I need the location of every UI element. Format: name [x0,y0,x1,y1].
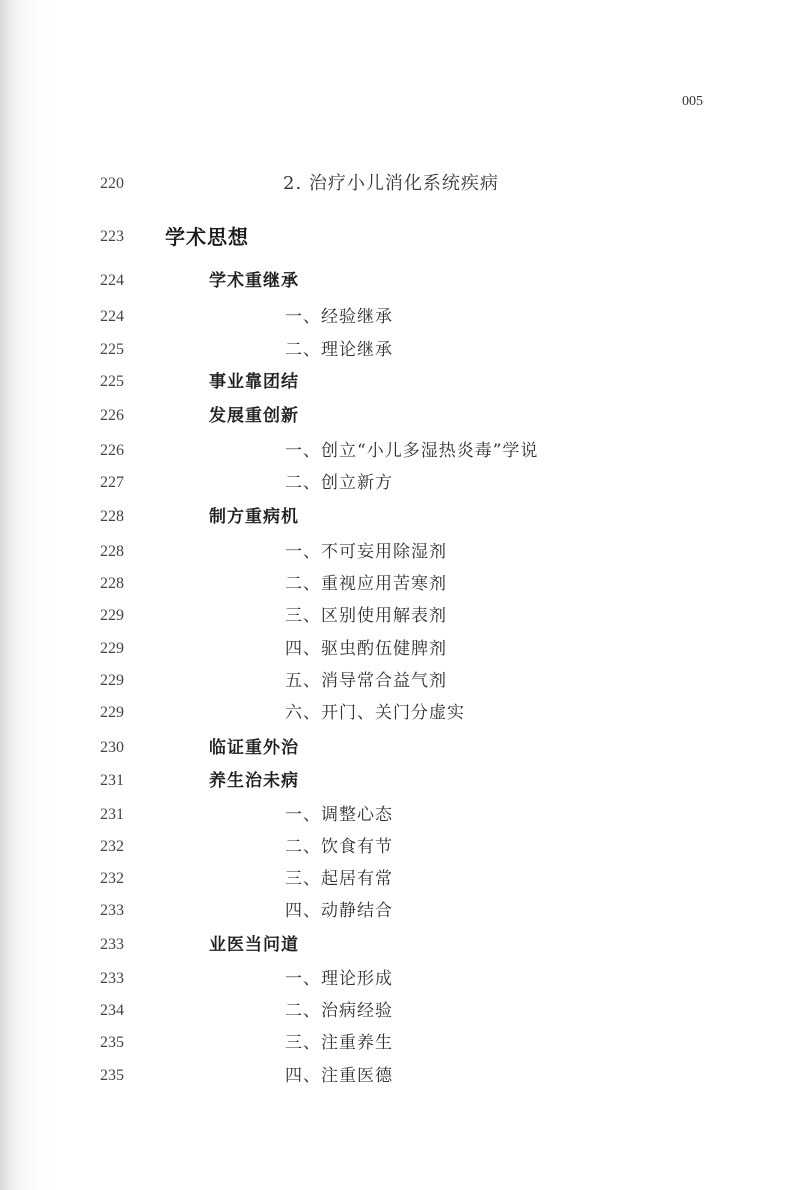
toc-entry-title: 五、消导常合益气剂 [285,671,447,691]
toc-page-number: 228 [100,508,124,525]
toc-page-number: 224 [100,308,124,325]
toc-entry-title: 2. 治疗小儿消化系统疾病 [283,173,499,194]
toc-entry-title: 二、创立新方 [285,473,393,493]
toc-entry [0,569,790,599]
toc-page-number: 234 [100,1002,124,1019]
toc-entry [0,832,790,862]
toc-chapter-title: 临证重外治 [209,738,299,758]
toc-chapter [0,266,790,296]
toc-page-number: 233 [100,936,124,953]
toc-page-number: 233 [100,970,124,987]
toc-entry [0,964,790,994]
toc-page-number: 233 [100,902,124,919]
toc-page-number: 228 [100,575,124,592]
toc-entry [0,1028,790,1058]
toc-entry [0,896,790,926]
toc-chapter-title: 养生治未病 [209,771,299,791]
toc-entry-title: 三、起居有常 [285,869,393,889]
toc-entry-title: 一、不可妄用除湿剂 [285,542,447,562]
toc-page-number: 228 [100,543,124,560]
toc-entry-title: 二、理论继承 [285,340,393,360]
toc-chapter-title: 发展重创新 [209,406,299,426]
toc-chapter-title: 业医当问道 [209,935,299,955]
toc-page-number: 225 [100,373,124,390]
toc-page-number: 232 [100,870,124,887]
toc-entry [0,996,790,1026]
toc-page-number: 223 [100,228,124,245]
toc-entry [0,666,790,696]
toc-page-number: 235 [100,1067,124,1084]
toc-entry [0,601,790,631]
toc-chapter-title: 事业靠团结 [209,372,299,392]
toc-page-number: 229 [100,672,124,689]
toc-chapter [0,502,790,532]
toc-entry [0,800,790,830]
toc-entry [0,169,790,199]
toc-page-number: 226 [100,407,124,424]
toc-entry [0,335,790,365]
toc-entry-title: 三、注重养生 [285,1033,393,1053]
toc-entry [0,302,790,332]
toc-entry-title: 一、经验继承 [285,307,393,327]
toc-entry-title: 四、驱虫酌伍健脾剂 [285,639,447,659]
toc-chapter-title: 制方重病机 [209,507,299,527]
toc-entry [0,634,790,664]
toc-page-number: 226 [100,442,124,459]
toc-entry-title: 三、区别使用解表剂 [285,606,447,626]
toc-entry-title: 六、开门、关门分虚实 [285,703,465,723]
toc-page-number: 229 [100,704,124,721]
toc-page-number: 230 [100,739,124,756]
toc-entry [0,537,790,567]
toc-page-number: 225 [100,341,124,358]
toc-chapter [0,733,790,763]
toc-entry-title: 四、注重医德 [285,1066,393,1086]
toc-page-number: 232 [100,838,124,855]
toc-entry-title: 二、饮食有节 [285,837,393,857]
toc-page-number: 231 [100,806,124,823]
toc-entry-title: 一、调整心态 [285,805,393,825]
toc-entry [0,864,790,894]
toc-page-number: 224 [100,272,124,289]
toc-chapter [0,367,790,397]
toc-entry-title: 四、动静结合 [285,901,393,921]
toc-chapter [0,930,790,960]
toc-chapter-title: 学术重继承 [209,271,299,291]
toc-entry [0,698,790,728]
toc-entry-title: 二、重视应用苦寒剂 [285,574,447,594]
toc-chapter [0,401,790,431]
toc-entry [0,436,790,466]
toc-page-number: 231 [100,772,124,789]
toc-entry-title: 二、治病经验 [285,1001,393,1021]
toc-entry [0,468,790,498]
toc-page-number: 227 [100,474,124,491]
toc-page-number: 235 [100,1034,124,1051]
toc-page-number: 229 [100,607,124,624]
page-number: 005 [682,94,703,109]
toc-page-number: 220 [100,175,124,192]
toc-entry [0,1061,790,1091]
toc-section-title: 学术思想 [165,225,249,249]
toc-entry-title: 一、创立“小儿多湿热炎毒”学说 [285,441,539,461]
toc-entry-title: 一、理论形成 [285,969,393,989]
toc-chapter [0,766,790,796]
toc-section [0,222,790,252]
toc-page-number: 229 [100,640,124,657]
